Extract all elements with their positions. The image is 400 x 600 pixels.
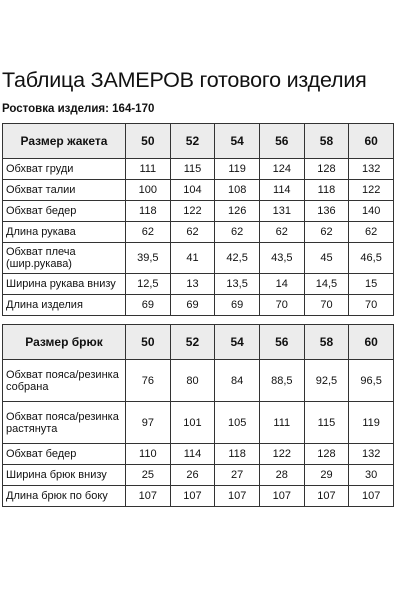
measurement-label: Обхват бедер: [3, 201, 126, 222]
measurement-value: 119: [349, 402, 394, 444]
measurement-value: 140: [349, 201, 394, 222]
measurement-value: 43,5: [259, 243, 304, 274]
measurement-value: 111: [259, 402, 304, 444]
measurement-label: Обхват груди: [3, 159, 126, 180]
measurement-value: 41: [170, 243, 215, 274]
measurement-value: 62: [170, 222, 215, 243]
size-header-cell: 52: [170, 124, 215, 159]
table-row: [3, 402, 394, 444]
size-header-cell: 50: [126, 124, 171, 159]
measurement-value: 62: [259, 222, 304, 243]
size-header-cell: 56: [259, 325, 304, 360]
table-row: [3, 444, 394, 465]
measurement-value: 105: [215, 402, 260, 444]
table-row: [3, 295, 394, 316]
table-header-row: [3, 325, 394, 360]
measurement-value: 101: [170, 402, 215, 444]
measurement-value: 107: [304, 486, 349, 507]
size-header-label: Размер брюк: [3, 325, 126, 360]
size-header-cell: 56: [259, 124, 304, 159]
measurement-value: 14,5: [304, 274, 349, 295]
measurement-value: 39,5: [126, 243, 171, 274]
measurement-value: 92,5: [304, 360, 349, 402]
measurement-value: 88,5: [259, 360, 304, 402]
measurement-value: 132: [349, 159, 394, 180]
size-header-cell: 58: [304, 325, 349, 360]
measurement-value: 108: [215, 180, 260, 201]
measurement-value: 70: [349, 295, 394, 316]
measurement-value: 136: [304, 201, 349, 222]
measurement-value: 114: [170, 444, 215, 465]
measurement-value: 128: [304, 444, 349, 465]
measurement-value: 107: [349, 486, 394, 507]
measurement-value: 96,5: [349, 360, 394, 402]
measurement-value: 126: [215, 201, 260, 222]
measurement-value: 62: [304, 222, 349, 243]
measurement-value: 45: [304, 243, 349, 274]
pants-size-table: [2, 324, 394, 507]
measurement-label: Обхват плеча (шир.рукава): [3, 243, 126, 274]
measurement-label: Обхват бедер: [3, 444, 126, 465]
measurement-label: Обхват пояса/резинка растянута: [3, 402, 126, 444]
measurement-label: Ширина рукава внизу: [3, 274, 126, 295]
measurement-value: 131: [259, 201, 304, 222]
measurement-value: 69: [126, 295, 171, 316]
measurement-value: 80: [170, 360, 215, 402]
measurement-value: 111: [126, 159, 171, 180]
measurement-label: Обхват пояса/резинка собрана: [3, 360, 126, 402]
measurement-value: 28: [259, 465, 304, 486]
size-header-cell: 60: [349, 325, 394, 360]
measurement-value: 118: [126, 201, 171, 222]
measurement-value: 128: [304, 159, 349, 180]
table-row: [3, 159, 394, 180]
measurement-value: 107: [259, 486, 304, 507]
table-row: [3, 486, 394, 507]
measurement-value: 12,5: [126, 274, 171, 295]
measurement-value: 107: [170, 486, 215, 507]
size-header-cell: 54: [215, 124, 260, 159]
measurement-value: 119: [215, 159, 260, 180]
measurement-value: 42,5: [215, 243, 260, 274]
measurement-value: 62: [349, 222, 394, 243]
measurement-value: 110: [126, 444, 171, 465]
size-header-cell: 58: [304, 124, 349, 159]
table-row: [3, 274, 394, 295]
measurement-value: 29: [304, 465, 349, 486]
table-row: [3, 222, 394, 243]
measurement-value: 118: [304, 180, 349, 201]
measurement-value: 122: [259, 444, 304, 465]
measurement-value: 97: [126, 402, 171, 444]
measurement-value: 132: [349, 444, 394, 465]
page-subtitle: Ростовка изделия: 164-170: [2, 103, 155, 115]
measurement-value: 70: [304, 295, 349, 316]
measurement-value: 84: [215, 360, 260, 402]
measurement-value: 76: [126, 360, 171, 402]
table-row: [3, 180, 394, 201]
measurement-value: 107: [126, 486, 171, 507]
size-header-label: Размер жакета: [3, 124, 126, 159]
measurement-value: 62: [215, 222, 260, 243]
size-header-cell: 54: [215, 325, 260, 360]
page-title: Таблица ЗАМЕРОВ готового изделия: [2, 68, 367, 92]
table-row: [3, 201, 394, 222]
measurement-label: Длина брюк по боку: [3, 486, 126, 507]
table-row: [3, 360, 394, 402]
measurement-value: 13,5: [215, 274, 260, 295]
measurement-value: 104: [170, 180, 215, 201]
size-header-cell: 50: [126, 325, 171, 360]
measurement-value: 30: [349, 465, 394, 486]
measurement-label: Длина изделия: [3, 295, 126, 316]
measurement-value: 69: [170, 295, 215, 316]
jacket-size-table: [2, 123, 394, 316]
measurement-value: 62: [126, 222, 171, 243]
measurement-label: Ширина брюк внизу: [3, 465, 126, 486]
measurement-value: 122: [349, 180, 394, 201]
measurement-value: 122: [170, 201, 215, 222]
measurement-value: 13: [170, 274, 215, 295]
measurement-label: Длина рукава: [3, 222, 126, 243]
measurement-value: 114: [259, 180, 304, 201]
table-row: [3, 243, 394, 274]
measurement-value: 26: [170, 465, 215, 486]
measurement-label: Обхват талии: [3, 180, 126, 201]
measurement-value: 70: [259, 295, 304, 316]
measurement-value: 100: [126, 180, 171, 201]
measurement-value: 124: [259, 159, 304, 180]
measurement-value: 14: [259, 274, 304, 295]
measurement-value: 69: [215, 295, 260, 316]
table-row: [3, 465, 394, 486]
measurement-value: 25: [126, 465, 171, 486]
size-header-cell: 60: [349, 124, 394, 159]
measurement-value: 27: [215, 465, 260, 486]
measurement-value: 115: [304, 402, 349, 444]
table-header-row: [3, 124, 394, 159]
measurement-value: 46,5: [349, 243, 394, 274]
measurement-value: 115: [170, 159, 215, 180]
size-header-cell: 52: [170, 325, 215, 360]
measurement-value: 118: [215, 444, 260, 465]
measurement-value: 107: [215, 486, 260, 507]
measurement-value: 15: [349, 274, 394, 295]
